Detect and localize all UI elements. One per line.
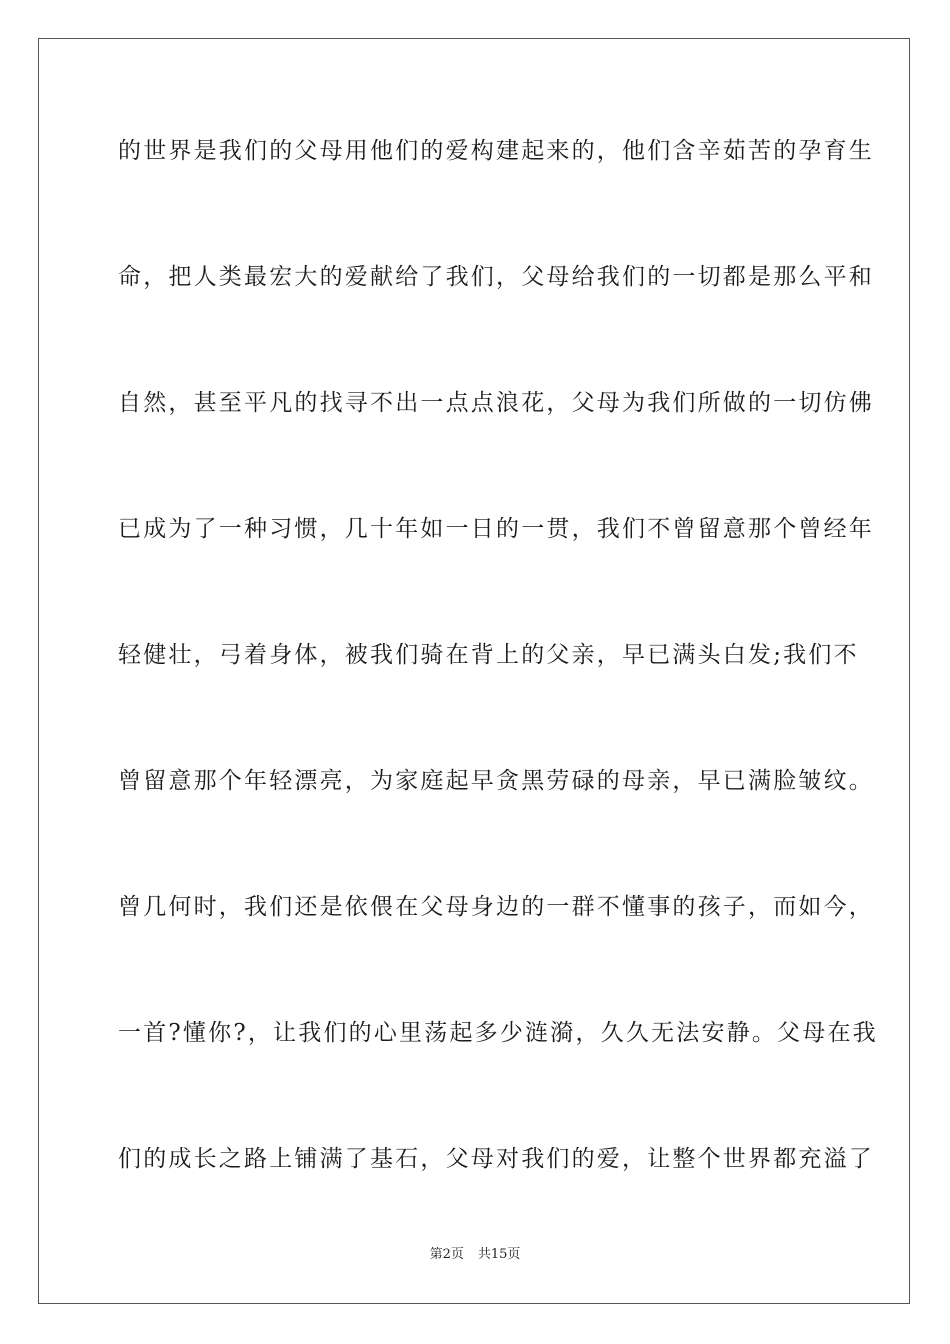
page-number-current: 第2页 [429, 1247, 464, 1262]
text-line: 曾几何时，我们还是依偎在父母身边的一群不懂事的孩子，而如今， [118, 894, 874, 920]
page-footer [0, 1246, 950, 1264]
body-text [118, 128, 878, 1262]
text-line: 一首?懂你?，让我们的心里荡起多少涟漪，久久无法安静。父母在我 [118, 1020, 878, 1046]
page-number-total: 共15页 [477, 1247, 521, 1262]
text-line: 的世界是我们的父母用他们的爱构建起来的，他们含辛茹苦的孕育生 [118, 138, 874, 164]
text-line: 命，把人类最宏大的爱献给了我们，父母给我们的一切都是那么平和 [118, 264, 874, 290]
text-line: 们的成长之路上铺满了基石，父母对我们的爱，让整个世界都充溢了 [118, 1146, 874, 1172]
text-line: 轻健壮，弓着身体，被我们骑在背上的父亲，早已满头白发;我们不 [118, 642, 859, 668]
text-line: 已成为了一种习惯，几十年如一日的一贯，我们不曾留意那个曾经年 [118, 516, 874, 542]
text-line: 曾留意那个年轻漂亮，为家庭起早贪黑劳碌的母亲，早已满脸皱纹。 [118, 768, 874, 794]
text-line: 自然，甚至平凡的找寻不出一点点浪花，父母为我们所做的一切仿佛 [118, 390, 874, 416]
